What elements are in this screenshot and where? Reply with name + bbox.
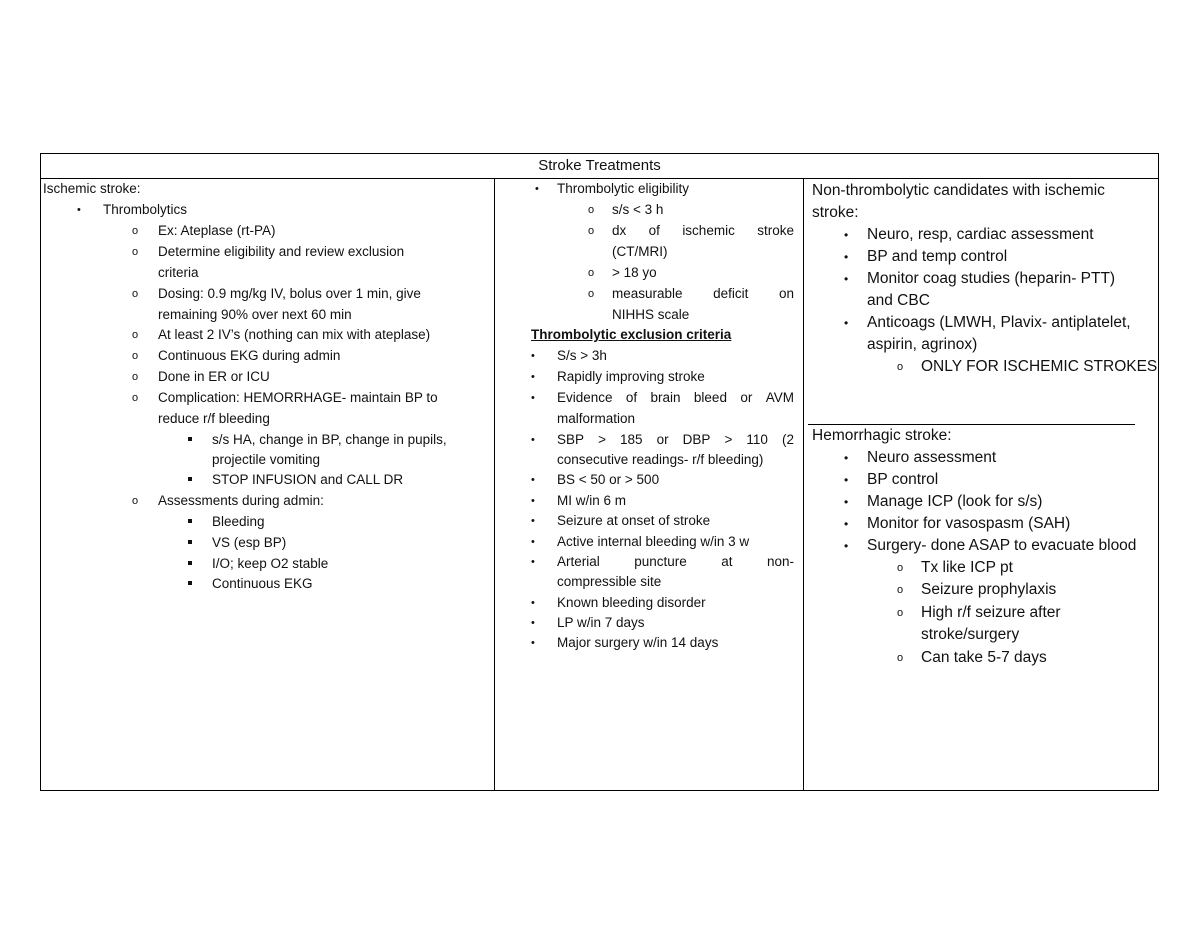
elig-deficit-line-1 <box>612 285 794 303</box>
determine-eligibility-line-2: criteria <box>158 265 199 280</box>
non-anticoag-line-2: aspirin, agrinox) <box>867 336 978 353</box>
excl-ss: S/s > 3h <box>557 348 607 363</box>
word: dx <box>612 223 627 238</box>
bullet-icon: • <box>844 451 849 465</box>
elig-dx-line-2: (CT/MRI) <box>612 244 668 259</box>
hem-high-risk-line-1: High r/f seizure after <box>921 604 1061 621</box>
stroke-treatments-table <box>40 153 1159 791</box>
circle-bullet-icon: o <box>588 204 595 216</box>
circle-bullet-icon: o <box>132 329 139 341</box>
column-ischemic-stroke <box>41 178 495 790</box>
circle-bullet-icon: o <box>588 288 595 300</box>
bullet-icon: • <box>844 250 849 264</box>
circle-bullet-icon: o <box>132 371 139 383</box>
hem-bp: BP control <box>867 471 939 488</box>
circle-bullet-icon: o <box>132 288 139 300</box>
square-bullet-icon <box>188 519 192 523</box>
exclusion-heading: Thrombolytic exclusion criteria <box>531 327 732 342</box>
square-bullet-icon <box>188 477 192 481</box>
word: puncture <box>634 554 687 569</box>
non-thrombolytic-heading-line-2: stroke: <box>812 204 859 221</box>
circle-bullet-icon: o <box>132 495 139 507</box>
hem-prophylaxis: Seizure prophylaxis <box>921 581 1057 598</box>
non-bp: BP and temp control <box>867 248 1008 265</box>
circle-bullet-icon: o <box>897 652 904 664</box>
bullet-icon: • <box>531 371 535 383</box>
excl-bp-line-1 <box>557 431 794 449</box>
word: 110 <box>746 432 768 447</box>
er-icu: Done in ER or ICU <box>158 369 270 384</box>
circle-bullet-icon: o <box>132 350 139 362</box>
circle-bullet-icon: o <box>132 246 139 258</box>
thrombolytics-item: Thrombolytics <box>103 202 188 217</box>
excl-major-surgery: Major surgery w/in 14 days <box>557 635 719 650</box>
bullet-icon: • <box>531 434 535 446</box>
assessments-heading: Assessments during admin: <box>158 493 324 508</box>
hem-high-risk-line-2: stroke/surgery <box>921 626 1020 643</box>
section-divider <box>808 424 1135 425</box>
non-only-ischemic: ONLY FOR ISCHEMIC STROKES <box>921 358 1158 375</box>
bullet-icon: • <box>531 392 535 404</box>
word: ischemic <box>682 223 735 238</box>
hem-surgery: Surgery- done ASAP to evacuate blood <box>867 537 1137 554</box>
word: of <box>648 223 660 238</box>
square-bullet-icon <box>188 581 192 585</box>
excl-brain-line-1 <box>557 389 794 407</box>
excl-known-disorder: Known bleeding disorder <box>557 595 706 610</box>
excl-brain-line-2: malformation <box>557 411 636 426</box>
word: bleed <box>693 390 727 405</box>
circle-bullet-icon: o <box>132 392 139 404</box>
word: 185 <box>620 432 643 447</box>
assess-vs: VS (esp BP) <box>212 535 287 550</box>
determine-eligibility-line-1: Determine eligibility and review exclusion <box>158 244 405 259</box>
bullet-icon: • <box>844 228 849 242</box>
hem-vasospasm: Monitor for vasospasm (SAH) <box>867 515 1071 532</box>
word: DBP <box>682 432 711 447</box>
bullet-icon: • <box>531 495 535 507</box>
bullet-icon: • <box>844 272 849 286</box>
word: deficit <box>713 286 749 301</box>
word: brain <box>650 390 681 405</box>
bullet-icon: • <box>531 637 535 649</box>
dosing-line-2: remaining 90% over next 60 min <box>158 307 352 322</box>
excl-rapid: Rapidly improving stroke <box>557 369 705 384</box>
excl-seizure: Seizure at onset of stroke <box>557 513 711 528</box>
bullet-icon: • <box>531 536 535 548</box>
ss-line-1: s/s HA, change in BP, change in pupils, <box>212 432 447 447</box>
hem-neuro: Neuro assessment <box>867 449 997 466</box>
excl-bp-line-2: consecutive readings- r/f bleeding) <box>557 452 764 467</box>
excl-mi: MI w/in 6 m <box>557 493 627 508</box>
hem-icp: Manage ICP (look for s/s) <box>867 493 1043 510</box>
stop-infusion: STOP INFUSION and CALL DR <box>212 472 404 487</box>
word: non- <box>766 554 794 569</box>
complication-line-2: reduce r/f bleeding <box>158 411 270 426</box>
circle-bullet-icon: o <box>588 225 595 237</box>
excl-lp: LP w/in 7 days <box>557 615 645 630</box>
circle-bullet-icon: o <box>897 562 904 574</box>
ss-line-2: projectile vomiting <box>212 452 321 467</box>
circle-bullet-icon: o <box>897 607 904 619</box>
word: SBP <box>557 432 585 447</box>
circle-bullet-icon: o <box>588 267 595 279</box>
circle-bullet-icon: o <box>132 225 139 237</box>
excl-bs: BS < 50 or > 500 <box>557 472 660 487</box>
continuous-ekg: Continuous EKG during admin <box>158 348 341 363</box>
bullet-icon: • <box>531 597 535 609</box>
word: or <box>656 432 669 447</box>
non-neuro: Neuro, resp, cardiac assessment <box>867 226 1094 243</box>
eligibility-heading: Thrombolytic eligibility <box>557 181 690 196</box>
square-bullet-icon <box>188 540 192 544</box>
bullet-icon: • <box>844 517 849 531</box>
bullet-icon: • <box>531 515 535 527</box>
excl-arterial-line-2: compressible site <box>557 574 662 589</box>
word: of <box>625 390 638 405</box>
assess-bleeding: Bleeding <box>212 514 265 529</box>
square-bullet-icon <box>188 437 192 441</box>
bullet-icon: • <box>77 204 81 216</box>
bullet-icon: • <box>844 473 849 487</box>
circle-bullet-icon: o <box>897 361 904 373</box>
column-thrombolytic-eligibility <box>495 178 804 790</box>
non-anticoag-line-1: Anticoags (LMWH, Plavix- antiplatelet, <box>867 314 1131 331</box>
non-thrombolytic-heading-line-1: Non-thrombolytic candidates with ischemic <box>812 182 1105 199</box>
hem-tx-icp: Tx like ICP pt <box>921 559 1013 576</box>
word: at <box>721 554 733 569</box>
bullet-icon: • <box>535 183 539 195</box>
hem-days: Can take 5-7 days <box>921 649 1047 666</box>
bullet-icon: • <box>531 350 535 362</box>
bullet-icon: • <box>844 539 849 553</box>
bullet-icon: • <box>531 474 535 486</box>
word: Evidence <box>557 390 613 405</box>
circle-bullet-icon: o <box>897 584 904 596</box>
bullet-icon: • <box>844 495 849 509</box>
word: > <box>724 432 733 447</box>
elig-dx-line-1 <box>612 222 794 240</box>
hemorrhagic-heading: Hemorrhagic stroke: <box>812 427 952 444</box>
elig-deficit-line-2: NIHHS scale <box>612 307 690 322</box>
word: (2 <box>781 432 794 447</box>
assess-ekg: Continuous EKG <box>212 576 313 591</box>
excl-active-bleeding: Active internal bleeding w/in 3 w <box>557 534 750 549</box>
bullet-icon: • <box>844 316 849 330</box>
word: Arterial <box>557 554 600 569</box>
word: stroke <box>757 223 794 238</box>
word: or <box>740 390 753 405</box>
elig-age: > 18 yo <box>612 265 657 280</box>
excl-arterial-line-1 <box>557 553 794 571</box>
iv-access: At least 2 IV’s (nothing can mix with ateplase) <box>158 327 431 342</box>
dosing-line-1: Dosing: 0.9 mg/kg IV, bolus over 1 min, give <box>158 286 421 301</box>
ex-ateplase: Ex: Ateplase (rt-PA) <box>158 223 276 238</box>
non-coag-line-2: and CBC <box>867 292 930 309</box>
square-bullet-icon <box>188 561 192 565</box>
complication-line-1: Complication: HEMORRHAGE- maintain BP to <box>158 390 438 405</box>
assess-io: I/O; keep O2 stable <box>212 556 329 571</box>
word: AVM <box>765 390 794 405</box>
word: measurable <box>612 286 683 301</box>
word: > <box>598 432 606 447</box>
non-coag-line-1: Monitor coag studies (heparin- PTT) <box>867 270 1116 287</box>
bullet-icon: • <box>531 556 535 568</box>
table-title: Stroke Treatments <box>41 154 1158 179</box>
column-non-thrombolytic-hemorrhagic <box>804 178 1158 790</box>
ischemic-heading: Ischemic stroke: <box>43 181 141 196</box>
bullet-icon: • <box>531 617 535 629</box>
word: on <box>778 286 794 301</box>
elig-ss: s/s < 3 h <box>612 202 664 217</box>
